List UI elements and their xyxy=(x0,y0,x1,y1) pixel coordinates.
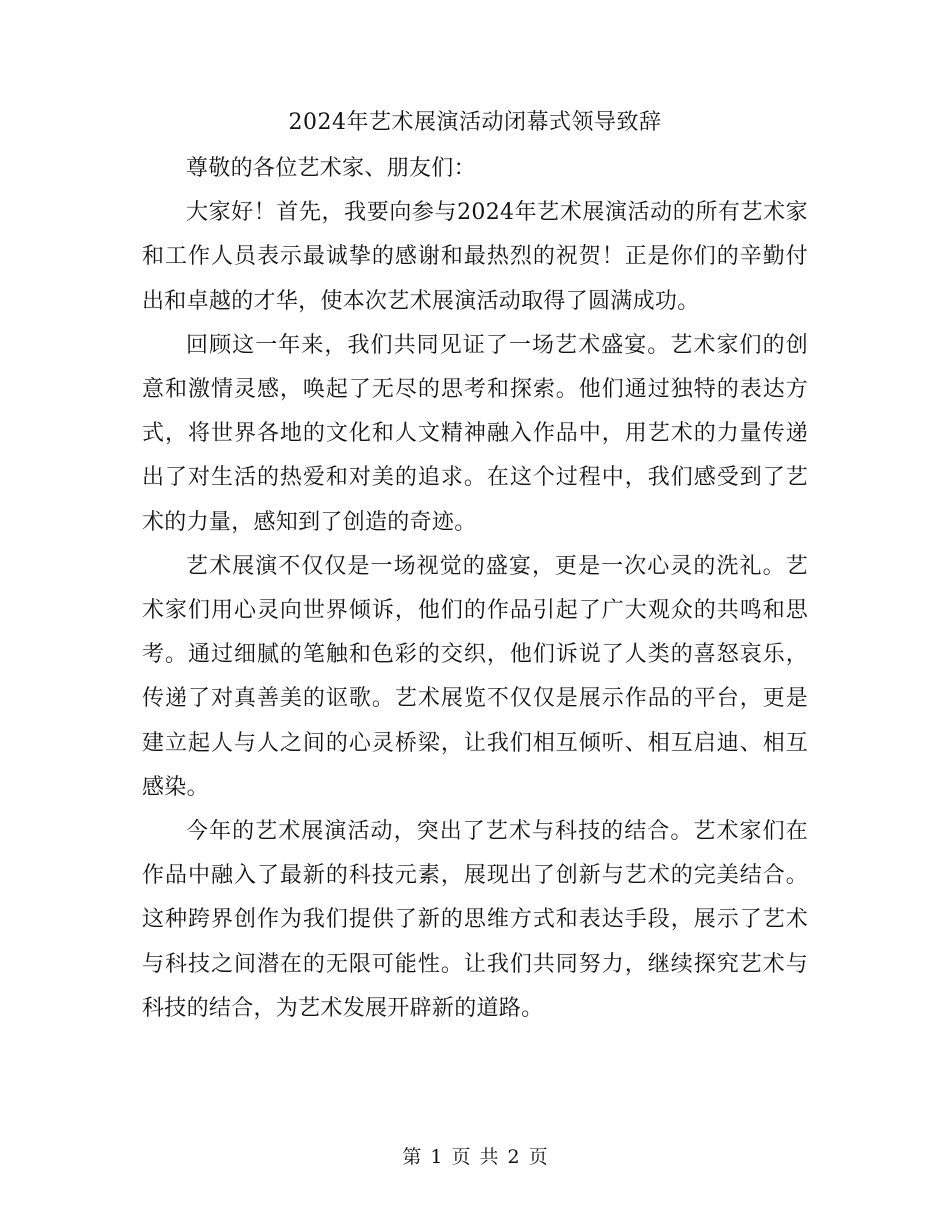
body-paragraph: 回顾这一年来，我们共同见证了一场艺术盛宴。艺术家们的创意和激情灵感，唤起了无尽的思考和探索。他们通过独特的表达方式，将世界各地的文化和人文精神融入作品中，用艺术的力量传递出了对生活的热爱和对美的追求。在这个过程中，我们感受到了艺术的力量，感知到了创造的奇迹。 xyxy=(142,332,808,535)
salutation-paragraph: 尊敬的各位艺术家、朋友们： xyxy=(186,156,476,181)
page-number-footer: 第 1 页 共 2 页 xyxy=(402,1146,548,1168)
document-body xyxy=(142,147,808,1031)
document-title: 2024年艺术展演活动闭幕式领导致辞 xyxy=(288,110,662,135)
body-paragraph: 今年的艺术展演活动，突出了艺术与科技的结合。艺术家们在作品中融入了最新的科技元素，展现出了创新与艺术的完美结合。这种跨界创作为我们提供了新的思维方式和表达手段，展示了艺术与科技之间潜在的无限可能性。让我们共同努力，继续探究艺术与科技的结合，为艺术发展开辟新的道路。 xyxy=(142,819,808,1021)
body-paragraph: 大家好！首先，我要向参与2024年艺术展演活动的所有艺术家和工作人员表示最诚挚的感谢和最热烈的祝贺！正是你们的辛勤付出和卓越的才华，使本次艺术展演活动取得了圆满成功。 xyxy=(142,200,808,314)
body-paragraph: 艺术展演不仅仅是一场视觉的盛宴，更是一次心灵的洗礼。艺术家们用心灵向世界倾诉，他们的作品引起了广大观众的共鸣和思考。通过细腻的笔触和色彩的交织，他们诉说了人类的喜怒哀乐，传递了对真善美的讴歌。艺术展览不仅仅是展示作品的平台，更是建立起人与人之间的心灵桥梁，让我们相互倾听、相互启迪、相互感染。 xyxy=(142,553,808,800)
